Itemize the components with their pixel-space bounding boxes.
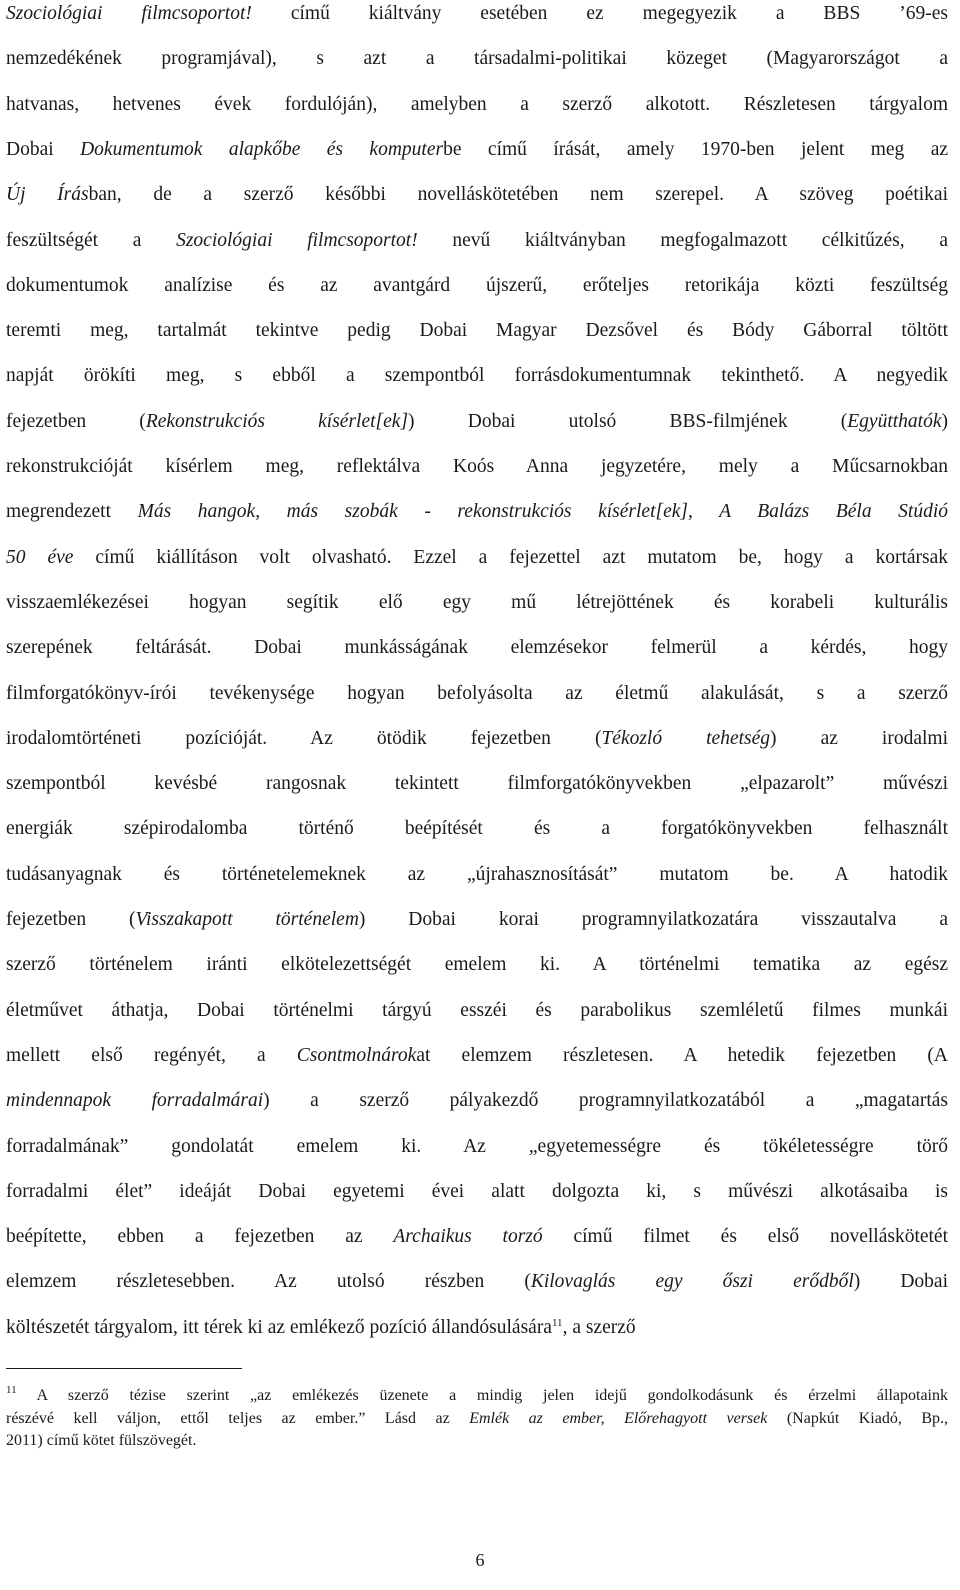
text-run: A szerző tézise szerint „az emlékezés üzenete a mindig jelen idejű gondolkodásunk és érzelmi állapotaink bbox=[16, 1387, 948, 1404]
text-run: tudásanyagnak és történetelemeknek az „újrahasznosítását” mutatom be. A hatodik bbox=[6, 863, 948, 885]
text-run: filmforgatókönyv-írói tevékenysége hogyan befolyásolta az életmű alakulását, s a szerző bbox=[6, 682, 948, 704]
text-run: mellett első regényét, a bbox=[6, 1044, 297, 1066]
footnote-separator bbox=[6, 1368, 242, 1369]
text-run: teremti meg, tartalmát tekintve pedig Dobai Magyar Dezsővel és Bódy Gáborral töltött bbox=[6, 320, 948, 342]
body-line bbox=[6, 591, 948, 615]
text-run: , a szerző bbox=[562, 1316, 636, 1338]
text-run: életművet áthatja, Dobai történelmi tárgyú esszéi és parabolikus szemléletű filmes munkái bbox=[6, 999, 948, 1021]
text-run: című kiáltvány esetében ez megegyezik a BBS ’69-es bbox=[251, 3, 948, 24]
text-run: ) bbox=[941, 410, 948, 432]
body-line bbox=[6, 364, 948, 388]
text-run: beépítette, ebben a fejezetben az bbox=[6, 1226, 394, 1248]
text-run: elemzem részletesebben. Az utolsó részben ( bbox=[6, 1271, 531, 1293]
text-run: ban, de a szerző későbbi novelláskötetében nem szerepel. A szöveg poétikai bbox=[88, 184, 948, 206]
italic-text: Kilovaglás egy őszi erődből bbox=[530, 1271, 854, 1293]
text-run: hatvanas, hetvenes évek fordulóján), amelyben a szerző alkotott. Részletesen tárgyalom bbox=[6, 93, 948, 115]
text-run: ) Dobai korai programnyilatkozatára visszautalva a bbox=[358, 909, 948, 930]
footnote-reference: 11 bbox=[551, 1316, 563, 1329]
body-line bbox=[6, 908, 948, 932]
footnote-line bbox=[6, 1431, 948, 1451]
footnote-line bbox=[6, 1409, 948, 1429]
text-run: ) a szerző pályakezdő programnyilatkozatából a „magatartás bbox=[263, 1090, 948, 1112]
body-line bbox=[6, 1180, 948, 1204]
body-line bbox=[6, 817, 948, 841]
text-run: szempontból kevésbé rangosnak tekintett filmforgatókönyvekben „elpazarolt” művészi bbox=[6, 773, 948, 795]
body-line bbox=[6, 410, 948, 434]
text-run: energiák szépirodalomba történő beépítését és a forgatókönyvekben felhasznált bbox=[6, 818, 948, 840]
body-line bbox=[6, 500, 948, 524]
text-run: napját örökíti meg, s ebből a szempontból forrásdokumentumnak tekinthető. A negyedik bbox=[6, 365, 948, 387]
body-line bbox=[6, 229, 948, 253]
body-line bbox=[6, 953, 948, 977]
body-line bbox=[6, 1225, 948, 1249]
italic-text: Szociológiai filmcsoportot! bbox=[176, 229, 418, 251]
italic-text: Dokumentumok alapkőbe és komputer bbox=[80, 138, 444, 160]
footnote-line bbox=[6, 1386, 948, 1406]
text-run: irodalomtörténeti pozícióját. Az ötödik fejezetben ( bbox=[6, 727, 602, 749]
body-line bbox=[6, 863, 948, 887]
body-line bbox=[6, 772, 948, 796]
body-line bbox=[6, 1089, 948, 1113]
body-line bbox=[6, 1135, 948, 1159]
page-number: 6 bbox=[475, 1550, 485, 1570]
text-run: be című írását, amely 1970-ben jelent meg az bbox=[443, 138, 949, 160]
text-run: fejezetben ( bbox=[6, 909, 136, 930]
text-run: fejezetben ( bbox=[6, 410, 146, 432]
text-run: szerző történelem iránti elkötelezettségét emelem ki. A történelmi tematika az egész bbox=[6, 954, 948, 976]
text-run: ) Dobai bbox=[853, 1271, 948, 1293]
text-run: forradalmi élet” ideáját Dobai egyetemi évei alatt dolgozta ki, s művészi alkotásaiba is bbox=[6, 1180, 948, 1202]
text-run: at elemzem részletesen. A hetedik fejezetben (A bbox=[416, 1044, 949, 1066]
body-line bbox=[6, 682, 948, 706]
text-run: 2011) című kötet fülszövegét. bbox=[6, 1432, 197, 1449]
body-line bbox=[6, 2, 948, 26]
text-run: című kiállításon volt olvasható. Ezzel a fejezettel azt mutatom be, hogy a kortársak bbox=[73, 546, 949, 568]
body-line bbox=[6, 319, 948, 343]
text-run: ) Dobai utolsó BBS-filmjének ( bbox=[408, 410, 848, 432]
body-line bbox=[6, 1270, 948, 1294]
text-run: részévé kell váljon, ettől teljes az ember.” Lásd az bbox=[6, 1409, 470, 1427]
italic-text: Együtthatók bbox=[847, 410, 942, 432]
italic-text: 50 éve bbox=[6, 546, 74, 568]
text-run: dokumentumok analízise és az avantgárd újszerű, erőteljes retorikája közti feszültség bbox=[6, 274, 948, 296]
text-run: nevű kiáltványban megfogalmazott célkitűzés, a bbox=[417, 229, 948, 251]
body-line bbox=[6, 138, 948, 162]
text-run: Dobai bbox=[6, 138, 81, 160]
body-line bbox=[6, 1316, 948, 1340]
body-line bbox=[6, 274, 948, 298]
text-run: költészetét tárgyalom, itt térek ki az emlékező pozíció állandósulására bbox=[6, 1316, 552, 1338]
italic-text: Új Írás bbox=[6, 184, 89, 206]
text-run: visszaemlékezései hogyan segítik elő egy mű létrejöttének és korabeli kulturális bbox=[6, 591, 948, 613]
italic-text: Archaikus torzó bbox=[393, 1226, 543, 1248]
body-line bbox=[6, 1044, 948, 1068]
italic-text: Más hangok, más szobák - rekonstrukciós kísérlet[ek], A Balázs Béla Stúdió bbox=[137, 501, 948, 523]
body-line bbox=[6, 546, 948, 570]
text-run: forradalmának” gondolatát emelem ki. Az „egyetemességre és tökéletességre törő bbox=[6, 1135, 948, 1157]
text-run: ) az irodalmi bbox=[770, 727, 948, 749]
body-line bbox=[6, 727, 948, 751]
text-run: rekonstrukcióját kísérlem meg, reflektálva Koós Anna jegyzetére, mely a Műcsarnokban bbox=[6, 456, 948, 477]
text-run: (Napkút Kiadó, Bp., bbox=[767, 1409, 949, 1427]
body-line bbox=[6, 636, 948, 660]
italic-text: mindennapok forradalmárai bbox=[6, 1090, 264, 1112]
text-run: című filmet és első novelláskötetét bbox=[542, 1226, 949, 1248]
text-run: nemzedékének programjával), s azt a társadalmi-politikai közeget (Magyarországot a bbox=[6, 48, 948, 70]
body-line bbox=[6, 183, 948, 207]
italic-text: Csontmolnárok bbox=[296, 1044, 417, 1066]
body-line bbox=[6, 93, 948, 117]
body-line bbox=[6, 999, 948, 1023]
text-run: szerepének feltárását. Dobai munkásságának elemzésekor felmerül a kérdés, hogy bbox=[6, 637, 948, 659]
italic-text: Visszakapott történelem bbox=[135, 909, 359, 930]
text-run: megrendezett bbox=[6, 501, 138, 523]
footnote-reference: 11 bbox=[6, 1384, 17, 1396]
text-run: feszültségét a bbox=[6, 229, 177, 251]
body-line bbox=[6, 455, 948, 479]
italic-text: Szociológiai filmcsoportot! bbox=[6, 3, 252, 24]
italic-text: Emlék az ember, Előrehagyott versek bbox=[469, 1409, 768, 1427]
body-line bbox=[6, 47, 948, 71]
italic-text: Rekonstrukciós kísérlet[ek] bbox=[145, 410, 409, 432]
italic-text: Tékozló tehetség bbox=[601, 727, 771, 749]
